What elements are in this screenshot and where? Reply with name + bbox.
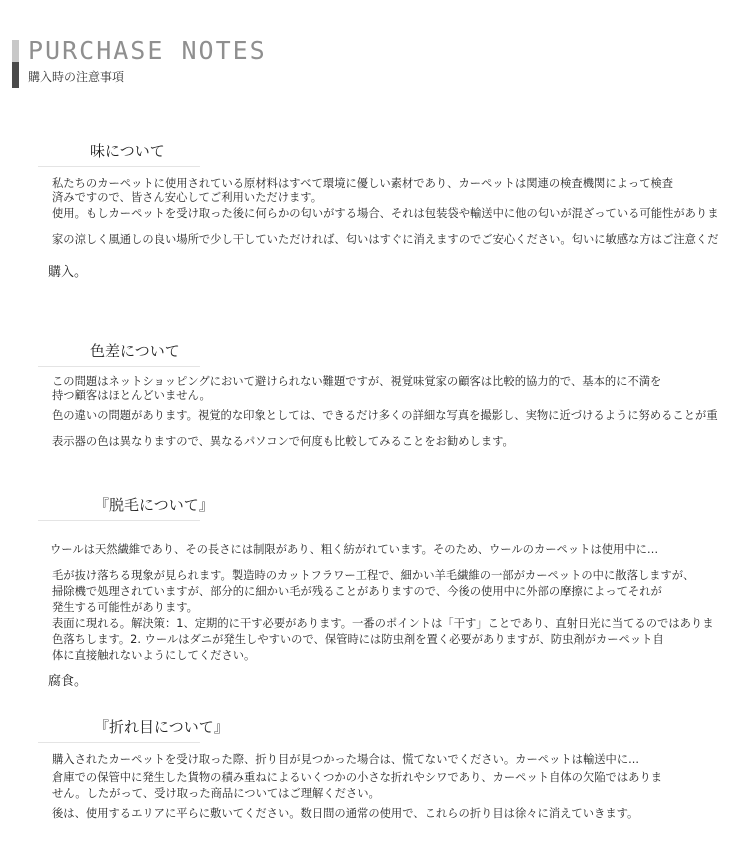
paragraph-line: 発生する可能性があります。 [52,601,198,614]
section-title-smell: 味について [90,142,165,160]
header-accent-bar-dark [12,62,19,88]
paragraph-line: 毛が抜け落ちる現象が見られます。製造時のカットフラワー工程で、細かい羊毛繊維の一部がカーペットの中に散落しますが、 [52,569,695,582]
section-divider [38,520,200,521]
section-divider [38,166,200,167]
header-accent-bar-light [12,40,19,62]
paragraph-line: ウールは天然繊維であり、その長さには制限があり、粗く紡がれています。そのため、ウールのカーペットは使用中に… [50,543,659,556]
paragraph-line: 表面に現れる。解決策：1、定期的に干す必要があります。一番のポイントは「干す」ことであり、直射日光に当てるのではありま [52,617,714,630]
paragraph-line: 掃除機で処理されていますが、部分的に細かい毛が残ることがありますので、今後の使用中に外部の摩擦によってそれが [52,585,662,598]
section-title-shedding: 『脱毛について』 [94,496,214,514]
paragraph-line: 色の違いの問題があります。視覚的な印象としては、できるだけ多くの詳細な写真を撮影し、実物に近づけるように努めることが重 [52,409,718,422]
paragraph-line: 体に直接触れないようにしてください。 [52,649,256,662]
paragraph-line: 私たちのカーペットに使用されている原材料はすべて環境に優しい素材であり、カーペットは関連の検査機関によって検査 [52,177,674,190]
paragraph-line: 済みですので、皆さん安心してご利用いただけます。 [52,191,322,204]
paragraph-line: 持つ顧客はほとんどいません。 [52,389,211,402]
section-title-color: 色差について [90,342,180,360]
page-subtitle: 購入時の注意事項 [28,70,125,84]
section-divider [38,742,200,743]
paragraph-line: 後は、使用するエリアに平らに敷いてください。数日間の通常の使用で、これらの折り目は徐々に消えていきます。 [52,807,639,820]
paragraph-line: 色落ちします。2. ウールはダニが発生しやすいので、保管時には防虫剤を置く必要がありますが、防虫剤がカーペット自 [52,633,664,646]
paragraph-line: 家の涼しく風通しの良い場所で少し干していただければ、匂いはすぐに消えますのでご安心ください。匂いに敏感な方はご注意くだ [52,233,719,246]
paragraph-line: 使用。もしカーペットを受け取った後に何らかの匂いがする場合、それは包装袋や輸送中に他の匂いが混ざっている可能性がありま [52,207,719,220]
page-title: PURCHASE NOTES [28,36,267,65]
paragraph-line: 表示器の色は異なりますので、異なるパソコンで何度も比較してみることをお勧めします。 [52,435,514,448]
section-title-creases: 『折れ目について』 [94,718,229,736]
paragraph-line: 倉庫での保管中に発生した貨物の積み重ねによるいくつかの小さな折れやシワであり、カーペット自体の欠陥ではありま [52,771,663,784]
section-divider [38,366,200,367]
paragraph-line: この問題はネットショッピングにおいて避けられない難題ですが、視覚味覚家の顧客は比較的協力的で、基本的に不満を [52,375,662,388]
paragraph-line: 購入されたカーペットを受け取った際、折り目が見つかった場合は、慌てないでください。カーペットは輸送中に... [52,753,639,766]
paragraph-tail: 購入。 [48,265,88,280]
paragraph-tail: 腐食。 [48,674,88,689]
paragraph-line: せん。したがって、受け取った商品についてはご理解ください。 [52,787,380,800]
